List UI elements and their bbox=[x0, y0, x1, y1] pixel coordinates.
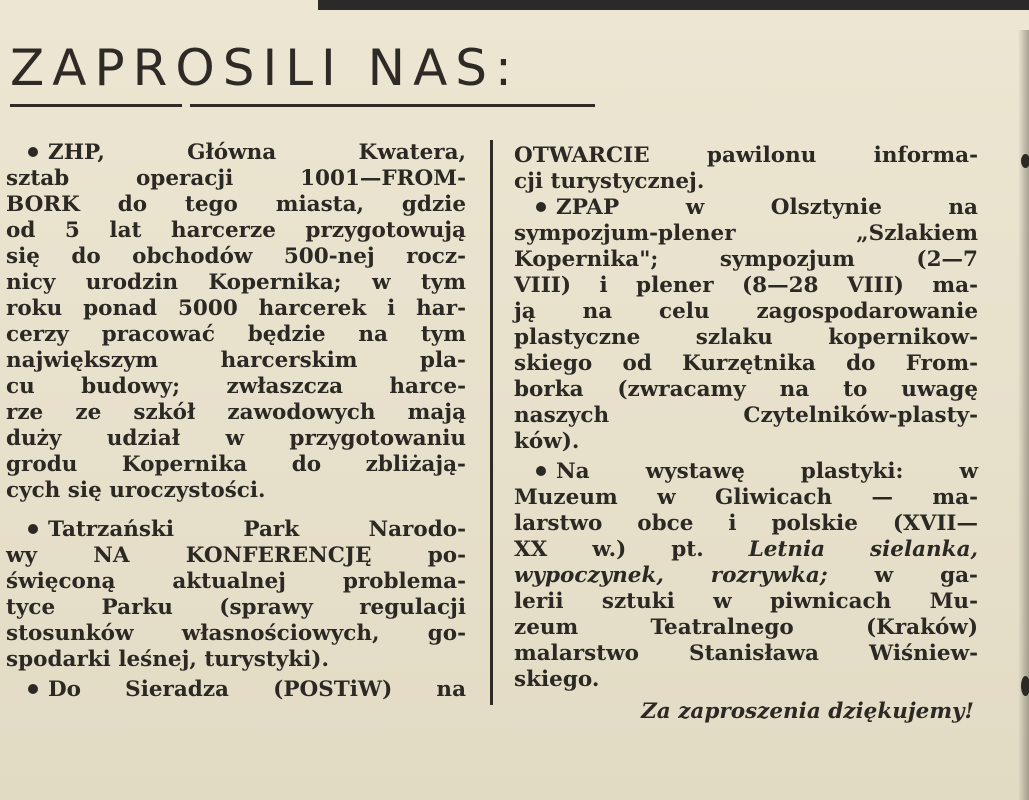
text-line: skiego od Kurzętnika do From- bbox=[514, 351, 978, 376]
text-line: Kopernika"; sympozjum (2—7 bbox=[514, 247, 978, 272]
text-line: cu budowy; zwłaszcza harce- bbox=[6, 374, 466, 399]
text-line: tyce Parku (sprawy regulacji bbox=[6, 595, 466, 620]
text-line: wy NA KONFERENCJĘ po- bbox=[6, 543, 466, 568]
text-line: XX w.) pt. bbox=[514, 537, 749, 562]
print-edge-mark bbox=[1021, 676, 1029, 696]
text-line: spodarki leśnej, turystyki). bbox=[6, 647, 329, 672]
text-line: cji turystycznej. bbox=[514, 169, 705, 194]
paragraph-wystawa bbox=[514, 459, 978, 693]
text-line: od 5 lat harcerze przygotowują bbox=[6, 218, 466, 243]
text-line: BORK do tego miasta, gdzie bbox=[6, 192, 466, 217]
thanks-line: Za zaproszenia dziękujemy! bbox=[641, 699, 974, 724]
text-line: borka (zwracamy na to uwagę bbox=[514, 377, 978, 402]
text-line: ZHP, Główna Kwatera, bbox=[48, 140, 466, 165]
text-line: skiego. bbox=[514, 667, 600, 692]
text-line: roku ponad 5000 harcerek i har- bbox=[6, 296, 466, 321]
headline-underline-right bbox=[190, 104, 595, 107]
text-line: naszych Czytelników-plasty- bbox=[514, 403, 978, 428]
text-line: święconą aktualnej problema- bbox=[6, 569, 466, 594]
text-line: ZPAP w Olsztynie na bbox=[556, 195, 978, 220]
text-line: grodu Kopernika do zbliżają- bbox=[6, 452, 466, 477]
text-line: stosunków własnościowych, go- bbox=[6, 621, 466, 646]
paragraph-zhp bbox=[6, 140, 466, 504]
bullet-icon bbox=[28, 684, 38, 694]
text-line: Muzeum w Gliwicach — ma- bbox=[514, 485, 978, 510]
headline: ZAPROSILI NAS: bbox=[10, 39, 520, 97]
text-line: duży udział w przygotowaniu bbox=[6, 426, 466, 451]
top-black-bar bbox=[318, 0, 1029, 10]
text-line: VIII) i plener (8—28 VIII) ma- bbox=[514, 273, 978, 298]
text-line: cerzy pracować będzie na tym bbox=[6, 322, 466, 347]
right-column bbox=[514, 143, 978, 725]
bullet-icon bbox=[28, 524, 38, 534]
headline-underline-left bbox=[10, 104, 182, 107]
text-line: plastyczne szlaku kopernikow- bbox=[514, 325, 978, 350]
paragraph-sieradz bbox=[6, 677, 466, 703]
text-line: lerii sztuki w piwnicach Mu- bbox=[514, 589, 978, 614]
exhibition-title: Letnia sielanka, bbox=[748, 537, 978, 562]
text-line: ją na celu zagospodarowanie bbox=[514, 299, 978, 324]
left-column bbox=[6, 140, 466, 703]
text-line: zeum Teatralnego (Kraków) bbox=[514, 615, 978, 640]
column-divider bbox=[490, 140, 493, 705]
bullet-icon bbox=[536, 466, 546, 476]
text-line: sztab operacji 1001—FROM- bbox=[6, 166, 466, 191]
text-line: w ga- bbox=[827, 563, 978, 588]
text-line: larstwo obce i polskie (XVII— bbox=[514, 511, 978, 536]
text-line: sympozjum-plener „Szlakiem bbox=[514, 221, 978, 246]
text-line: się do obchodów 500-nej rocz- bbox=[6, 244, 466, 269]
text-line: malarstwo Stanisława Wiśniew- bbox=[514, 641, 978, 666]
text-line: Na wystawę plastyki: w bbox=[556, 459, 978, 484]
exhibition-title: wypoczynek, rozrywka; bbox=[514, 563, 828, 588]
text-line: cych się uroczystości. bbox=[6, 478, 266, 503]
paragraph-tatra-park bbox=[6, 517, 466, 673]
text-line: Do Sieradza (POSTiW) na bbox=[48, 677, 466, 702]
text-line: rze ze szkół zawodowych mają bbox=[6, 400, 466, 425]
text-line: ków). bbox=[514, 429, 580, 454]
paragraph-otwarcie bbox=[514, 143, 978, 195]
bullet-icon bbox=[28, 147, 38, 157]
text-line: Tatrzański Park Narodo- bbox=[48, 517, 466, 542]
text-line: OTWARCIE pawilonu informa- bbox=[514, 143, 978, 168]
bullet-icon bbox=[536, 202, 546, 212]
text-line: największym harcerskim pla- bbox=[6, 348, 466, 373]
text-line: nicy urodzin Kopernika; w tym bbox=[6, 270, 466, 295]
paragraph-zpap bbox=[514, 195, 978, 455]
print-edge-mark bbox=[1021, 154, 1029, 168]
